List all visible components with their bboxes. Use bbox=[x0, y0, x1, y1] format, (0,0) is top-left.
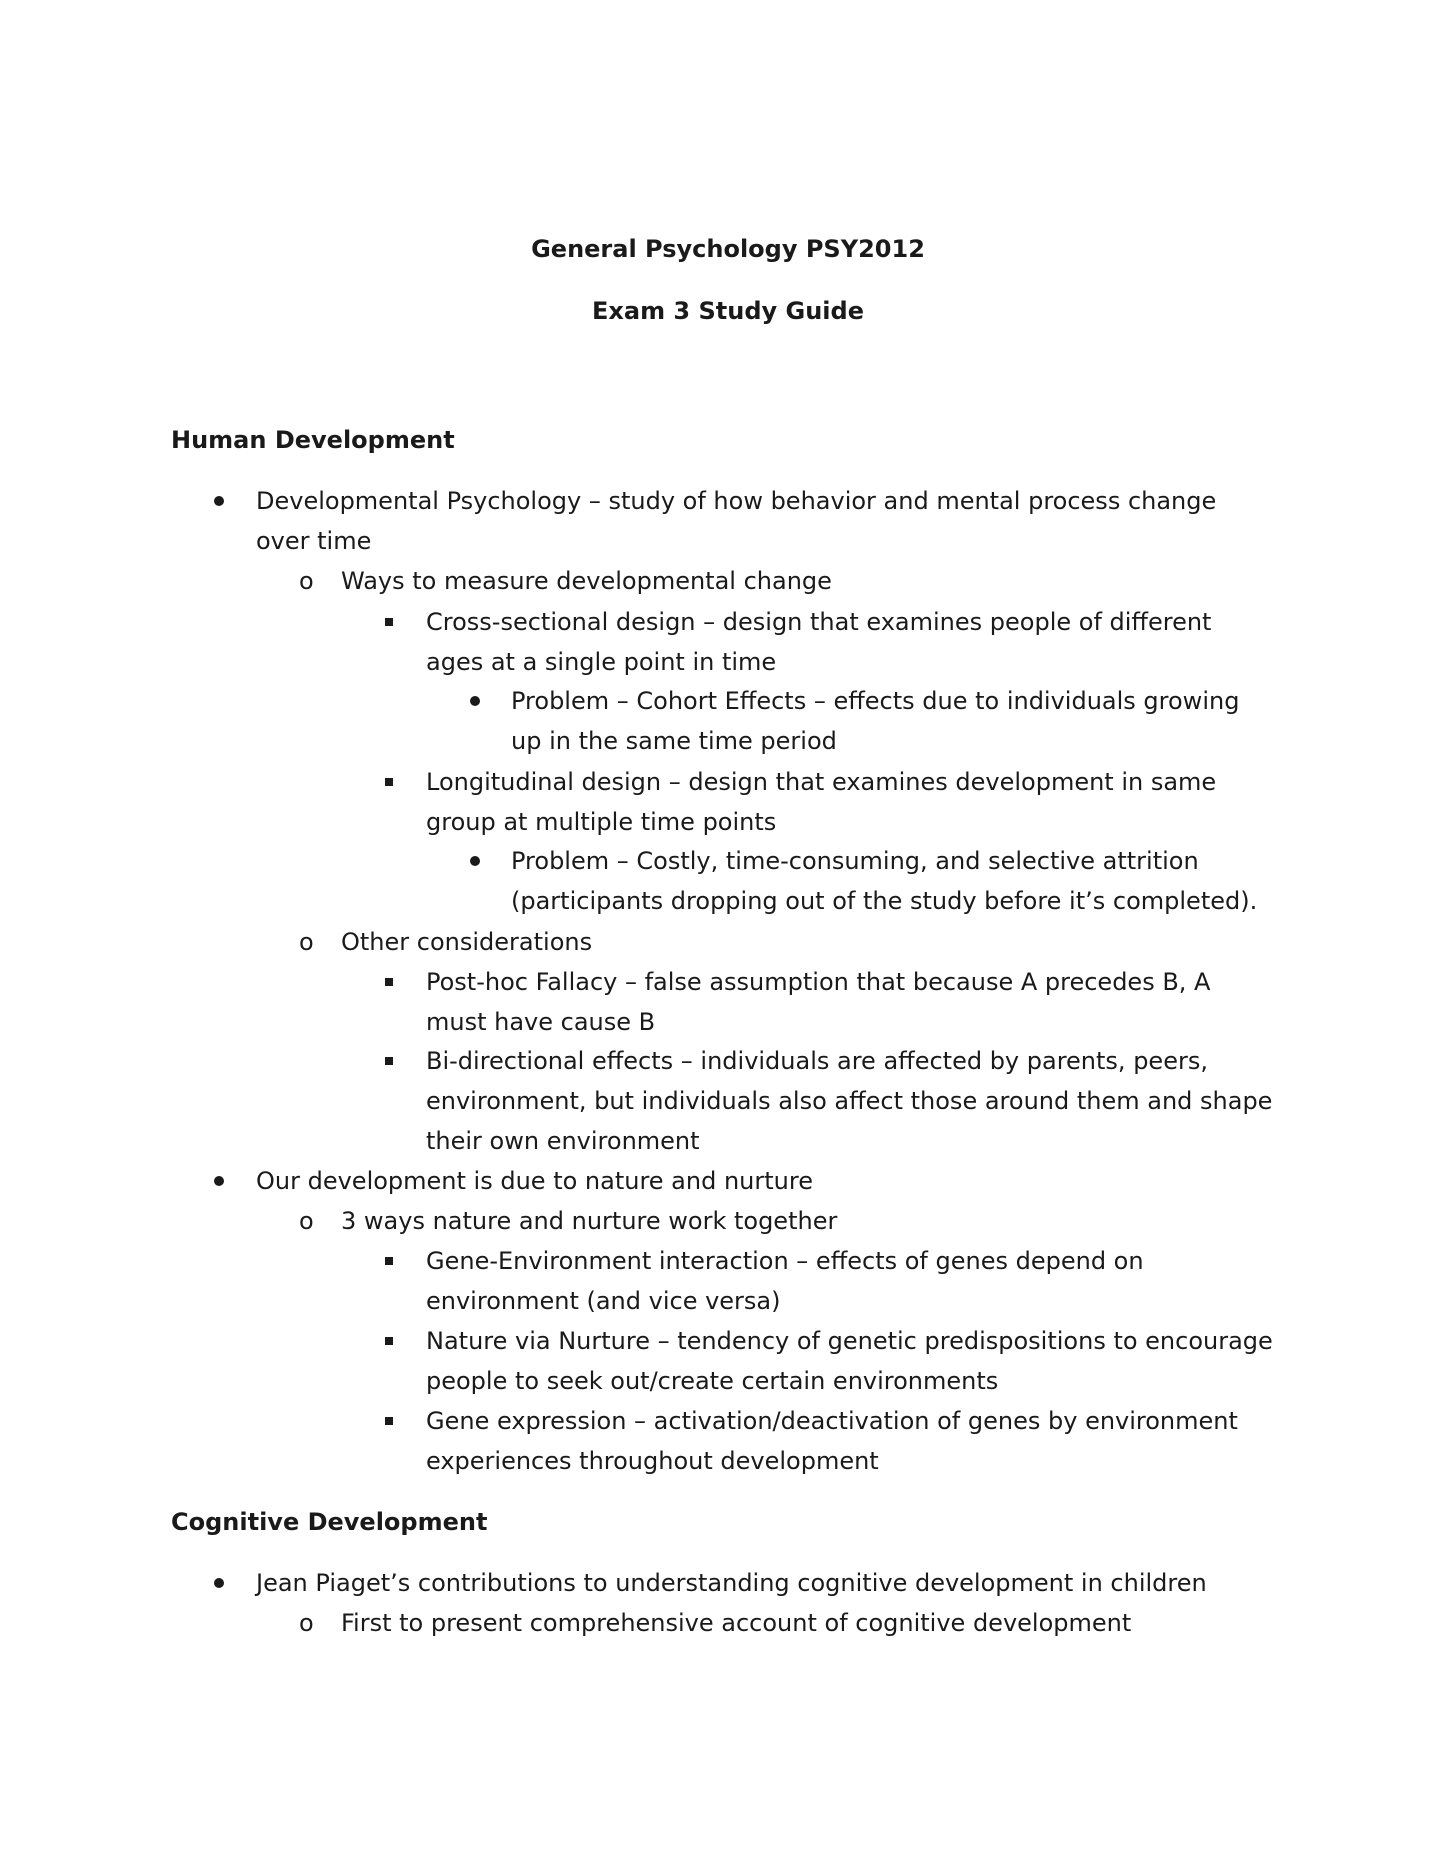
list-item-text: Jean Piaget’s contributions to understanding cognitive development in children bbox=[256, 1569, 1207, 1597]
bullet-dot-icon bbox=[214, 496, 224, 506]
document-subtitle: Exam 3 Study Guide bbox=[592, 297, 864, 325]
list-item-text: 3 ways nature and nurture work together bbox=[341, 1207, 838, 1235]
list-item bbox=[511, 841, 1271, 921]
list-item bbox=[256, 481, 1256, 561]
list-item bbox=[426, 1401, 1276, 1481]
list-item-text: Gene-Environment interaction – effects of genes depend on environment (and vice versa) bbox=[426, 1247, 1144, 1315]
list-item bbox=[256, 1563, 1256, 1603]
list-item-text: Nature via Nurture – tendency of genetic predispositions to encourage people to seek out/create certain environments bbox=[426, 1327, 1273, 1395]
list-item-text: Gene expression – activation/deactivation of genes by environment experiences throughout development bbox=[426, 1407, 1238, 1475]
list-item bbox=[426, 1321, 1276, 1401]
section-heading-human-development: Human Development bbox=[171, 426, 455, 454]
bullet-square-icon bbox=[385, 1257, 393, 1265]
list-item bbox=[511, 681, 1271, 761]
bullet-square-icon bbox=[385, 978, 393, 986]
list-item bbox=[426, 1041, 1276, 1161]
list-item bbox=[299, 1201, 1271, 1241]
list-item bbox=[426, 602, 1276, 682]
bullet-dot-icon bbox=[470, 696, 480, 706]
bullet-circle-icon: o bbox=[299, 1609, 314, 1637]
list-item bbox=[256, 1161, 1256, 1201]
bullet-square-icon bbox=[385, 1417, 393, 1425]
list-item-text: Cross-sectional design – design that examines people of different ages at a single point in time bbox=[426, 608, 1212, 676]
bullet-square-icon bbox=[385, 618, 393, 626]
bullet-dot-icon bbox=[214, 1176, 224, 1186]
list-item-text: Other considerations bbox=[341, 928, 593, 956]
bullet-circle-icon: o bbox=[299, 567, 314, 595]
list-item bbox=[426, 762, 1276, 842]
list-item bbox=[299, 1603, 1271, 1643]
bullet-circle-icon: o bbox=[299, 928, 314, 956]
list-item bbox=[299, 922, 1271, 962]
list-item-text: Ways to measure developmental change bbox=[341, 567, 832, 595]
bullet-square-icon bbox=[385, 1337, 393, 1345]
list-item-text: Longitudinal design – design that examines development in same group at multiple time points bbox=[426, 768, 1217, 836]
bullet-circle-icon: o bbox=[299, 1207, 314, 1235]
bullet-square-icon bbox=[385, 1057, 393, 1065]
list-item-text: Problem – Cohort Effects – effects due to individuals growing up in the same time period bbox=[511, 687, 1240, 755]
list-item-text: Developmental Psychology – study of how behavior and mental process change over time bbox=[256, 487, 1217, 555]
list-item bbox=[299, 561, 1271, 601]
list-item bbox=[426, 962, 1276, 1042]
bullet-square-icon bbox=[385, 778, 393, 786]
list-item bbox=[426, 1241, 1276, 1321]
bullet-dot-icon bbox=[214, 1578, 224, 1588]
list-item-text: Problem – Costly, time-consuming, and selective attrition (participants dropping out of the study before it’s completed). bbox=[511, 847, 1258, 915]
document-title: General Psychology PSY2012 bbox=[531, 235, 925, 263]
list-item-text: First to present comprehensive account of cognitive development bbox=[341, 1609, 1132, 1637]
list-item-text: Post-hoc Fallacy – false assumption that because A precedes B, A must have cause B bbox=[426, 968, 1211, 1036]
list-item-text: Bi-directional effects – individuals are affected by parents, peers, environment, but individuals also affect those around them and shape their own environment bbox=[426, 1047, 1273, 1155]
list-item-text: Our development is due to nature and nurture bbox=[256, 1167, 813, 1195]
section-heading-cognitive-development: Cognitive Development bbox=[171, 1508, 488, 1536]
bullet-dot-icon bbox=[470, 856, 480, 866]
